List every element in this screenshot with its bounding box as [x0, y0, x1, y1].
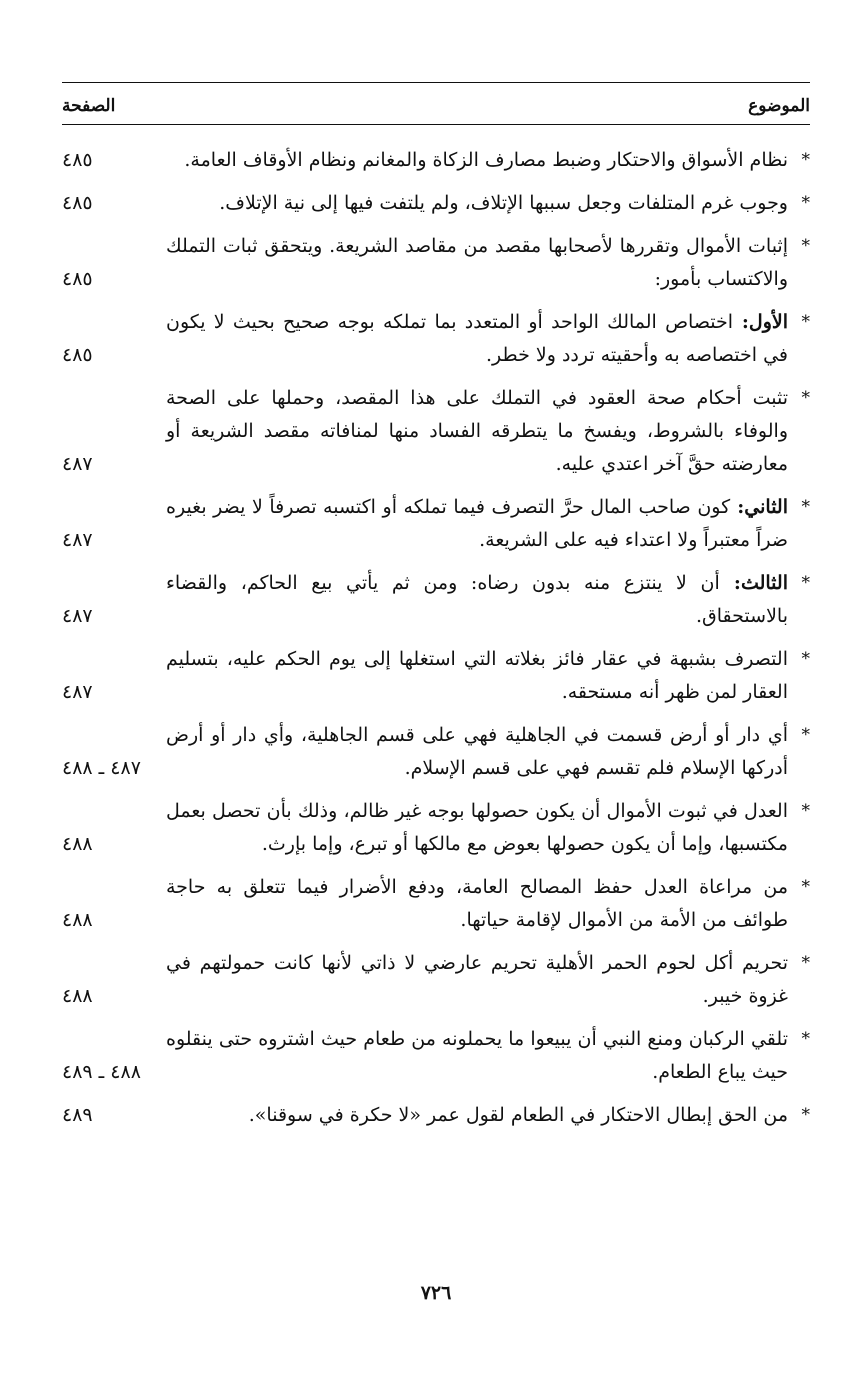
- entry-text-block: [152, 382, 810, 481]
- entry-text: العدل في ثبوت الأموال أن يكون حصولها بوجه غير ظالم، وذلك بأن تحصل بعمل مكتسبها، وإما أن يكون حصولها بعوض مع مالكها أو تبرع، وإما بإرث.: [166, 800, 788, 855]
- bullet-star: *: [801, 573, 810, 593]
- entry-text: كون صاحب المال حرَّ التصرف فيما تملكه أو اكتسبه تصرفاً لا يضر بغيره ضراً معتبراً ولا اعتداء فيه على الشريعة.: [166, 496, 788, 551]
- index-entry: [62, 187, 810, 220]
- entry-text: أن لا ينتزع منه بدون رضاه: ومن ثم يأتي بيع الحاكم، والقضاء بالاستحقاق.: [166, 572, 788, 627]
- index-entry: [62, 144, 810, 177]
- index-entry: [62, 382, 810, 481]
- entry-text: تلقي الركبان ومنع النبي أن يبيعوا ما يحملونه من طعام حيث اشتروه حتى ينقلوه حيث يباع الطعام.: [166, 1028, 788, 1083]
- entry-text: تثبت أحكام صحة العقود في التملك على هذا المقصد، وحملها على الصحة والوفاء بالشروط، ويفسخ ما يتطرقه الفساد منها لمنافاته مقصد الشريعة أو معارضته حقَّ آخر اعتدي عليه.: [166, 387, 788, 475]
- page-column-label: الصفحة: [62, 96, 116, 116]
- bullet-star: *: [801, 312, 810, 332]
- bullet-star: *: [801, 497, 810, 517]
- top-rule: [62, 82, 810, 83]
- bullet-star: *: [801, 877, 810, 897]
- entry-lead: الثاني:: [730, 496, 788, 518]
- column-header: [62, 90, 810, 122]
- index-entry: [62, 491, 810, 557]
- entry-text-block: [152, 230, 810, 296]
- entry-text-block: [152, 719, 810, 785]
- entry-page-number: ٤٨٥: [62, 192, 93, 214]
- bullet-star: *: [801, 649, 810, 669]
- entry-text-block: [152, 144, 810, 177]
- entry-text-block: [152, 491, 810, 557]
- bullet-star: *: [801, 193, 810, 213]
- entry-text: التصرف بشبهة في عقار فائز بغلاته التي استغلها إلى يوم الحكم عليه، بتسليم العقار لمن ظهر أنه مستحقه.: [166, 648, 788, 703]
- entry-text-block: [152, 871, 810, 937]
- index-entry: [62, 1099, 810, 1132]
- entry-text-block: [152, 306, 810, 372]
- entry-text-block: [152, 187, 810, 220]
- entry-lead: الثالث:: [719, 572, 788, 594]
- entry-text-block: [152, 567, 810, 633]
- entry-text-block: [152, 1023, 810, 1089]
- index-entry: [62, 643, 810, 709]
- page-number: ٧٢٦: [420, 1282, 452, 1304]
- entry-text-block: [152, 795, 810, 861]
- entry-text: نظام الأسواق والاحتكار وضبط مصارف الزكاة والمغانم ونظام الأوقاف العامة.: [184, 149, 788, 171]
- entry-text-block: [152, 1099, 810, 1132]
- bullet-star: *: [801, 725, 810, 745]
- entry-text: وجوب غرم المتلفات وجعل سببها الإتلاف، ولم يلتفت فيها إلى نية الإتلاف.: [219, 192, 788, 214]
- index-entry: [62, 795, 810, 861]
- entry-text: من مراعاة العدل حفظ المصالح العامة، ودفع الأضرار فيما تتعلق به حاجة طوائف من الأمة من الأموال لإقامة حياتها.: [166, 876, 788, 931]
- entry-lead: الأول:: [733, 311, 788, 333]
- entry-page-number: ٤٨٥: [62, 344, 93, 366]
- entry-text: تحريم أكل لحوم الحمر الأهلية تحريم عارضي لا ذاتي لأنها كانت حمولتهم في غزوة خيبر.: [166, 952, 788, 1007]
- index-entry: [62, 567, 810, 633]
- bullet-star: *: [801, 388, 810, 408]
- bullet-star: *: [801, 236, 810, 256]
- index-entry: [62, 306, 810, 372]
- bullet-star: *: [801, 953, 810, 973]
- index-page: [62, 82, 810, 1332]
- entry-page-number: ٤٨٩: [62, 1104, 93, 1126]
- index-entries: [62, 144, 810, 1142]
- entry-page-number: ٤٨٨: [62, 985, 93, 1007]
- bullet-star: *: [801, 801, 810, 821]
- index-entry: [62, 871, 810, 937]
- index-entry: [62, 1023, 810, 1089]
- entry-text-block: [152, 947, 810, 1013]
- entry-page-number: ٤٨٨ ـ ٤٨٩: [62, 1061, 141, 1083]
- topic-column-label: الموضوع: [748, 96, 810, 116]
- index-entry: [62, 719, 810, 785]
- entry-page-number: ٤٨٨: [62, 833, 93, 855]
- entry-text: من الحق إبطال الاحتكار في الطعام لقول عمر «لا حكرة في سوقنا».: [248, 1104, 788, 1126]
- entry-page-number: ٤٨٧ ـ ٤٨٨: [62, 757, 141, 779]
- entry-text: اختصاص المالك الواحد أو المتعدد بما تملكه بوجه صحيح بحيث لا يكون في اختصاصه به وأحقيته تردد ولا خطر.: [166, 311, 788, 366]
- entry-text: إثبات الأموال وتقررها لأصحابها مقصد من مقاصد الشريعة. ويتحقق ثبات التملك والاكتساب بأمور:: [166, 235, 788, 290]
- entry-text-block: [152, 643, 810, 709]
- entry-page-number: ٤٨٥: [62, 149, 93, 171]
- bullet-star: *: [801, 150, 810, 170]
- entry-page-number: ٤٨٧: [62, 529, 93, 551]
- entry-page-number: ٤٨٧: [62, 605, 93, 627]
- bullet-star: *: [801, 1105, 810, 1125]
- entry-page-number: ٤٨٧: [62, 453, 93, 475]
- index-entry: [62, 947, 810, 1013]
- bullet-star: *: [801, 1029, 810, 1049]
- entry-text: أي دار أو أرض قسمت في الجاهلية فهي على قسم الجاهلية، وأي دار أو أرض أدركها الإسلام فلم تقسم فهي على قسم الإسلام.: [166, 724, 788, 779]
- header-rule: [62, 124, 810, 125]
- entry-page-number: ٤٨٧: [62, 681, 93, 703]
- index-entry: [62, 230, 810, 296]
- entry-page-number: ٤٨٨: [62, 909, 93, 931]
- entry-page-number: ٤٨٥: [62, 268, 93, 290]
